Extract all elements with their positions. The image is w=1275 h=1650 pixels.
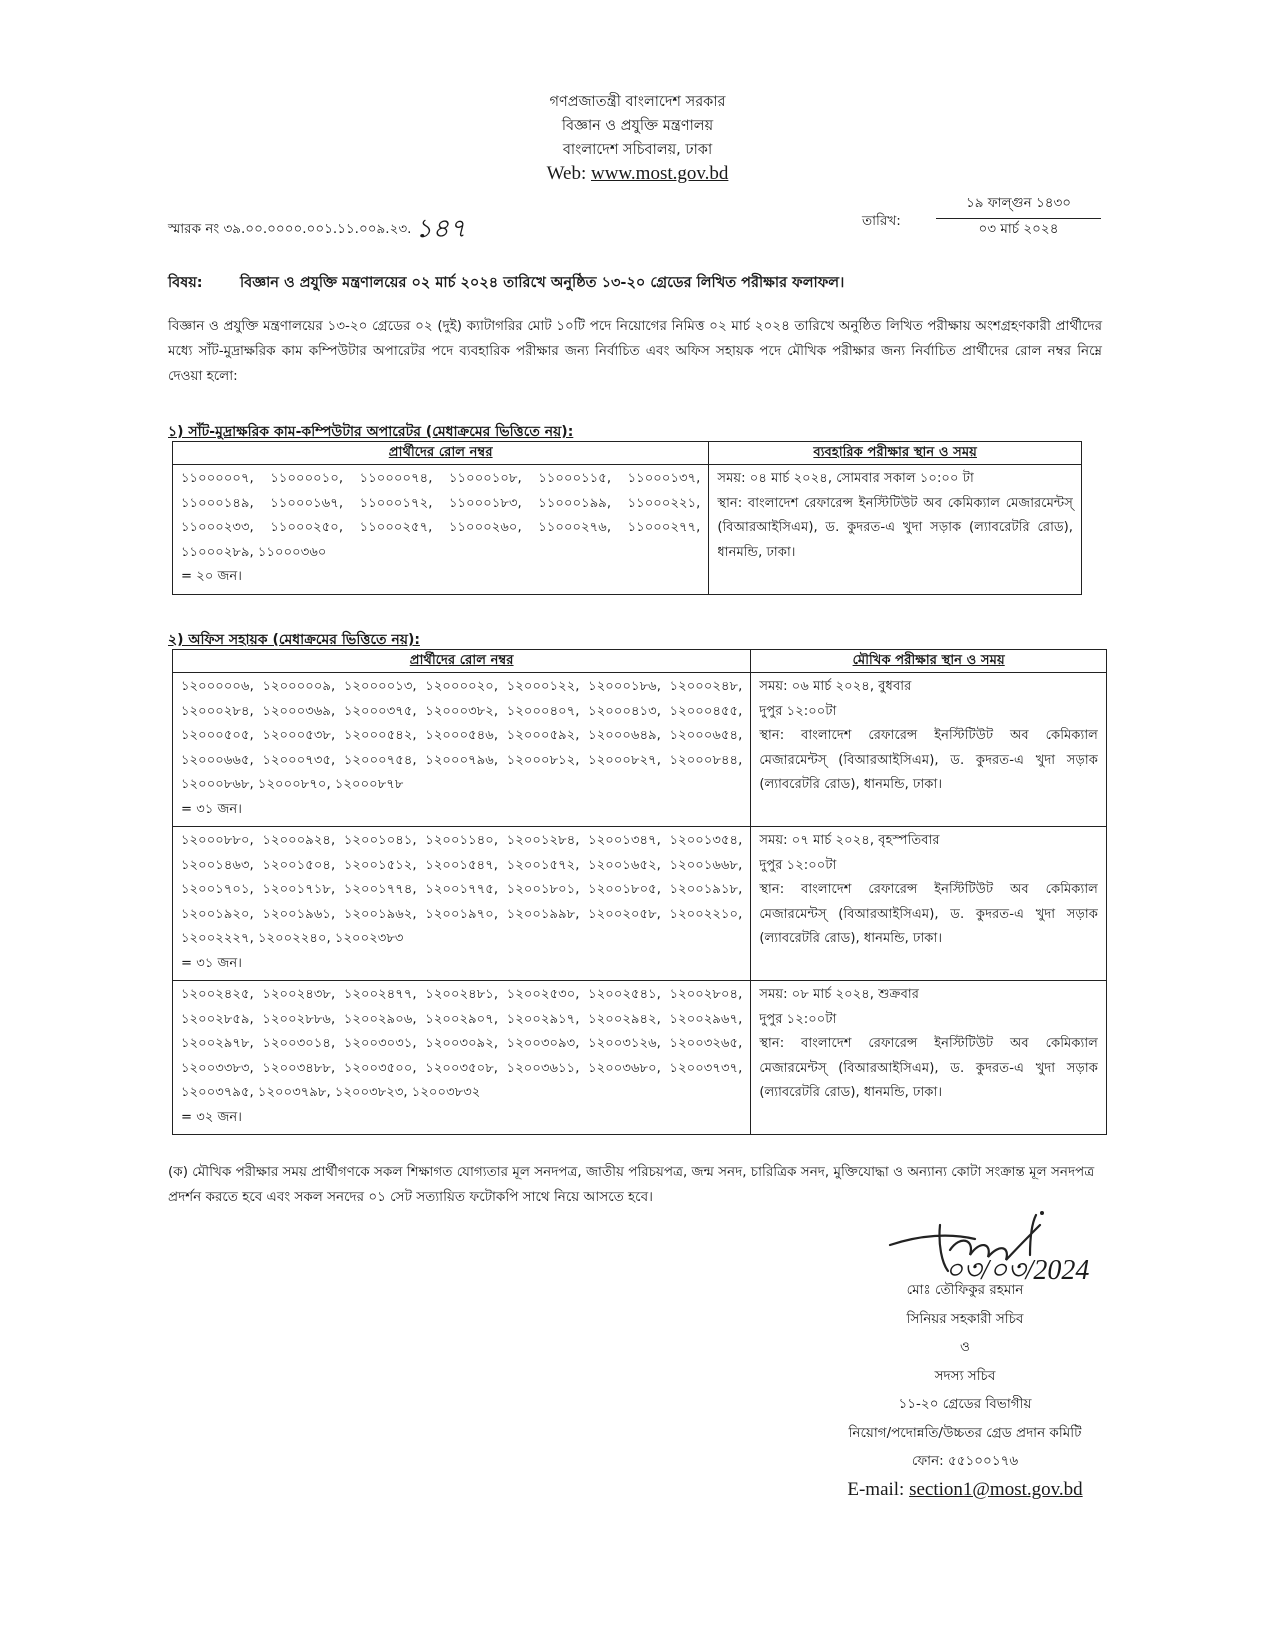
roll-numbers: ১২০০২৪২৫, ১২০০২৪৩৮, ১২০০২৪৭৭, ১২০০২৪৮১, ১২০০২৫৩০, ১২০০২৫৪১, ১২০০২৮০৪, ১২০০২৮৫৯, ১২০০২৮৮৬, ১২০০২৯০৬, ১২০০২৯০৭, ১২০০২৯১৭, ১২০০২৯৪২, ১২০০২৯৬৭, ১২০০২৯৭৮, ১২০০৩০১৪, ১২০০৩০৩১, ১২০০৩০৯২, ১২০০৩০৯৩, ১২০০৩১২৬, ১২০০৩২৬৫, ১২০০৩৩৮৩, ১২০০৩৪৮৮, ১২০০৩৫০০, ১২০০৩৫০৮, ১২০০৩৬১১, ১২০০৩৬৮০, ১২০০৩৭৩৭, ১২০০৩৭৯৫, ১২০০৩৭৯৮, ১২০০৩৮২৩, ১২০০৩৮৩২ xyxy=(181,987,743,1100)
table-header-row xyxy=(173,442,1082,465)
letterhead xyxy=(0,90,1275,186)
exam-place: স্থান: বাংলাদেশ রেফারেন্স ইনস্টিটিউট অব কেমিক্যাল মেজারমেন্টস্‌ (বিআরআইসিএম), ড. কুদরত-এ খুদা সড়াক (ল্যাবরেটরি রোড), ধানমন্ডি, ঢাকা। xyxy=(759,728,1098,792)
government-name: গণপ্রজাতন্ত্রী বাংলাদেশ সরকার xyxy=(549,94,726,110)
table-header-row xyxy=(173,650,1107,673)
committee-line-2: নিয়োগ/পদোন্নতি/উচ্চতর গ্রেড প্রদান কমিটি xyxy=(848,1424,1082,1441)
memo-label: স্মারক নং ৩৯.০০.০০০০.০০১.১১.০০৯.২৩. xyxy=(168,221,412,237)
signer-email-line xyxy=(800,1476,1130,1505)
email-link[interactable]: section1@most.gov.bd xyxy=(909,1478,1083,1500)
date-label: তারিখ: xyxy=(862,213,901,229)
candidate-count: = ৩১ জন। xyxy=(181,955,242,971)
website-line xyxy=(0,162,1275,186)
signer-designation: সিনিয়র সহকারী সচিব xyxy=(906,1310,1024,1327)
column-header-rolls: প্রার্থীদের রোল নম্বর xyxy=(173,442,709,465)
candidate-count: = ২০ জন। xyxy=(181,569,242,584)
exam-time: সময়: ০৬ মার্চ ২০২৪, বুধবার xyxy=(759,679,912,694)
date-english: ০৩ মার্চ ২০২৪ xyxy=(978,221,1059,237)
signer-name: মোঃ তৌফিকুর রহমান xyxy=(906,1282,1024,1298)
email-label: E-mail: xyxy=(847,1478,905,1500)
candidate-count: = ৩২ জন। xyxy=(181,1109,242,1125)
exam-hour: দুপুর ১২:০০টা xyxy=(759,857,837,873)
roll-numbers-cell xyxy=(173,673,751,827)
venue-cell xyxy=(751,827,1107,981)
signer-phone: ফোন: ৫৫১০০১৭৬ xyxy=(911,1453,1019,1469)
table-row xyxy=(173,827,1107,981)
roll-numbers-cell xyxy=(173,465,709,595)
date-bangla: ১৯ ফাল্গুন ১৪৩০ xyxy=(936,192,1101,219)
roll-numbers-cell xyxy=(173,981,751,1135)
subject-line xyxy=(168,272,844,296)
committee-line-1: ১১-২০ গ্রেডের বিভাগীয় xyxy=(898,1396,1032,1412)
venue-cell xyxy=(709,465,1082,595)
column-header-venue: ব্যবহারিক পরীক্ষার স্থান ও সময় xyxy=(709,442,1082,465)
column-header-venue: মৌখিক পরীক্ষার স্থান ও সময় xyxy=(751,650,1107,673)
exam-time: সময়: ০৭ মার্চ ২০২৪, বৃহস্পতিবার xyxy=(759,833,940,848)
venue-cell xyxy=(751,981,1107,1135)
candidate-count: = ৩১ জন। xyxy=(181,801,242,817)
exam-time: সময়: ০৪ মার্চ ২০২৪, সোমবার সকাল ১০:০০ টা xyxy=(717,471,974,486)
column-header-rolls: প্রার্থীদের রোল নম্বর xyxy=(173,650,751,673)
roll-numbers-cell xyxy=(173,827,751,981)
roll-numbers: ১১০০০০০৭, ১১০০০০১০, ১১০০০০৭৪, ১১০০০১০৮, ১১০০০১১৫, ১১০০০১৩৭, ১১০০০১৪৯, ১১০০০১৬৭, ১১০০০১৭২, ১১০০০১৮৩, ১১০০০১৯৯, ১১০০০২২১, ১১০০০২৩৩, ১১০০০২৫০, ১১০০০২৫৭, ১১০০০২৬০, ১১০০০২৭৬, ১১০০০২৭৭, ১১০০০২৮৯, ১১০০০৩৬০ xyxy=(181,471,701,560)
table-row xyxy=(173,673,1107,827)
exam-place: স্থান: বাংলাদেশ রেফারেন্স ইনস্টিটিউট অব কেমিক্যাল মেজারমেন্টস্‌ (বিআরআইসিএম), ড. কুদরত-এ খুদা সড়াক (ল্যাবরেটরি রোড), ধানমন্ডি, ঢাকা। xyxy=(759,882,1098,946)
intro-paragraph: বিজ্ঞান ও প্রযুক্তি মন্ত্রণালয়ের ১৩-২০ গ্রেডের ০২ (দুই) ক্যাটাগরির মোট ১০টি পদে নিয়োগের নিমিত্ত ০২ মার্চ ২০২৪ তারিখে অনুষ্ঠিত লিখিত পরীক্ষায় অংশগ্রহণকারী প্রার্থীদের মধ্যে সাঁট-মুদ্রাক্ষরিক কাম কম্পিউটার অপারেটর পদে ব্যবহারিক পরীক্ষার জন্য নির্বাচিত এবং অফিস সহায়ক পদে মৌখিক পরীক্ষার জন্য নির্বাচিত প্রার্থীদের রোল নম্বর নিম্নে দেওয়া হলো: xyxy=(168,318,1102,384)
exam-time: সময়: ০৮ মার্চ ২০২৪, শুক্রবার xyxy=(759,987,919,1002)
table-row xyxy=(173,465,1082,595)
memo-handwritten-number: ১৪৭ xyxy=(415,214,467,243)
exam-place: স্থান: বাংলাদেশ রেফারেন্স ইনস্টিটিউট অব কেমিক্যাল মেজারমেন্টস্‌ (বিআরআইসিএম), ড. কুদরত-এ খুদা সড়াক (ল্যাবরেটরি রোড), ধানমন্ডি, ঢাকা। xyxy=(717,495,1073,560)
website-link[interactable]: www.most.gov.bd xyxy=(590,163,729,184)
venue-cell xyxy=(751,673,1107,827)
signer-and: ও xyxy=(960,1339,970,1355)
section-2-table xyxy=(172,649,1107,1135)
roll-numbers: ১২০০০৮৮০, ১২০০০৯২৪, ১২০০১০৪১, ১২০০১১৪০, ১২০০১২৮৪, ১২০০১৩৪৭, ১২০০১৩৫৪, ১২০০১৪৬৩, ১২০০১৫০৪, ১২০০১৫১২, ১২০০১৫৪৭, ১২০০১৫৭২, ১২০০১৬৫২, ১২০০১৬৬৮, ১২০০১৭০১, ১২০০১৭১৮, ১২০০১৭৭৪, ১২০০১৭৭৫, ১২০০১৮০১, ১২০০১৮০৫, ১২০০১৯১৮, ১২০০১৯২০, ১২০০১৯৬১, ১২০০১৯৬২, ১২০০১৯৭০, ১২০০১৯৯৮, ১২০০২০৫৮, ১২০০২২১০, ১২০০২২২৭, ১২০০২২৪০, ১২০০২৩৮৩ xyxy=(181,833,743,946)
subject-label: বিষয়: xyxy=(168,275,203,291)
office-address: বাংলাদেশ সচিবালয়, ঢাকা xyxy=(562,142,713,158)
table-row xyxy=(173,981,1107,1135)
signature-date: ০৩/০৩/2024 xyxy=(945,1255,1090,1286)
signer-block xyxy=(800,1276,1130,1504)
subject-text: বিজ্ঞান ও প্রযুক্তি মন্ত্রণালয়ের ০২ মার্চ ২০২৪ তারিখে অনুষ্ঠিত ১৩-২০ গ্রেডের লিখিত পরীক্ষার ফলাফল। xyxy=(240,275,845,291)
exam-hour: দুপুর ১২:০০টা xyxy=(759,1011,837,1027)
section-2-title: ২) অফিস সহায়ক (মেধাক্রমের ভিত্তিতে নয়): xyxy=(168,632,420,648)
roll-numbers: ১২০০০০০৬, ১২০০০০০৯, ১২০০০০১৩, ১২০০০০২০, ১২০০০১২২, ১২০০০১৮৬, ১২০০০২৪৮, ১২০০০২৮৪, ১২০০০৩৬৯, ১২০০০৩৭৫, ১২০০০৩৮২, ১২০০০৪০৭, ১২০০০৪১৩, ১২০০০৪৫৫, ১২০০০৫০৫, ১২০০০৫৩৮, ১২০০০৫৪২, ১২০০০৫৪৬, ১২০০০৫৯২, ১২০০০৬৪৯, ১২০০০৬৫৪, ১২০০০৬৬৫, ১২০০০৭৩৫, ১২০০০৭৫৪, ১২০০০৭৯৬, ১২০০০৮১২, ১২০০০৮২৭, ১২০০০৮৪৪, ১২০০০৮৬৮, ১২০০০৮৭০, ১২০০০৮৭৮ xyxy=(181,679,743,792)
signer-role: সদস্য সচিব xyxy=(934,1367,996,1384)
website-label: Web: xyxy=(546,163,587,184)
section-1-title: ১) সাঁট-মুদ্রাক্ষরিক কাম-কম্পিউটার অপারেটর (মেধাক্রমের ভিত্তিতে নয়): xyxy=(168,424,574,440)
exam-place: স্থান: বাংলাদেশ রেফারেন্স ইনস্টিটিউট অব কেমিক্যাল মেজারমেন্টস্‌ (বিআরআইসিএম), ড. কুদরত-এ খুদা সড়াক (ল্যাবরেটরি রোড), ধানমন্ডি, ঢাকা। xyxy=(759,1036,1098,1100)
ministry-name: বিজ্ঞান ও প্রযুক্তি মন্ত্রণালয় xyxy=(561,118,714,134)
exam-hour: দুপুর ১২:০০টা xyxy=(759,703,837,719)
instruction-note: (ক) মৌখিক পরীক্ষার সময় প্রার্থীগণকে সকল শিক্ষাগত যোগ্যতার মূল সনদপত্র, জাতীয় পরিচয়পত্র, জন্ম সনদ, চারিত্রিক সনদ, মুক্তিযোদ্ধা ও অন্যান্য কোটা সংক্রান্ত মূল সনদপত্র প্রদর্শন করতে হবে এবং সকল সনদের ০১ সেট সত্যায়িত ফটোকপি সাথে নিয়ে আসতে হবে। xyxy=(168,1164,1095,1205)
memo-number xyxy=(168,208,466,252)
section-1-table xyxy=(172,441,1082,595)
